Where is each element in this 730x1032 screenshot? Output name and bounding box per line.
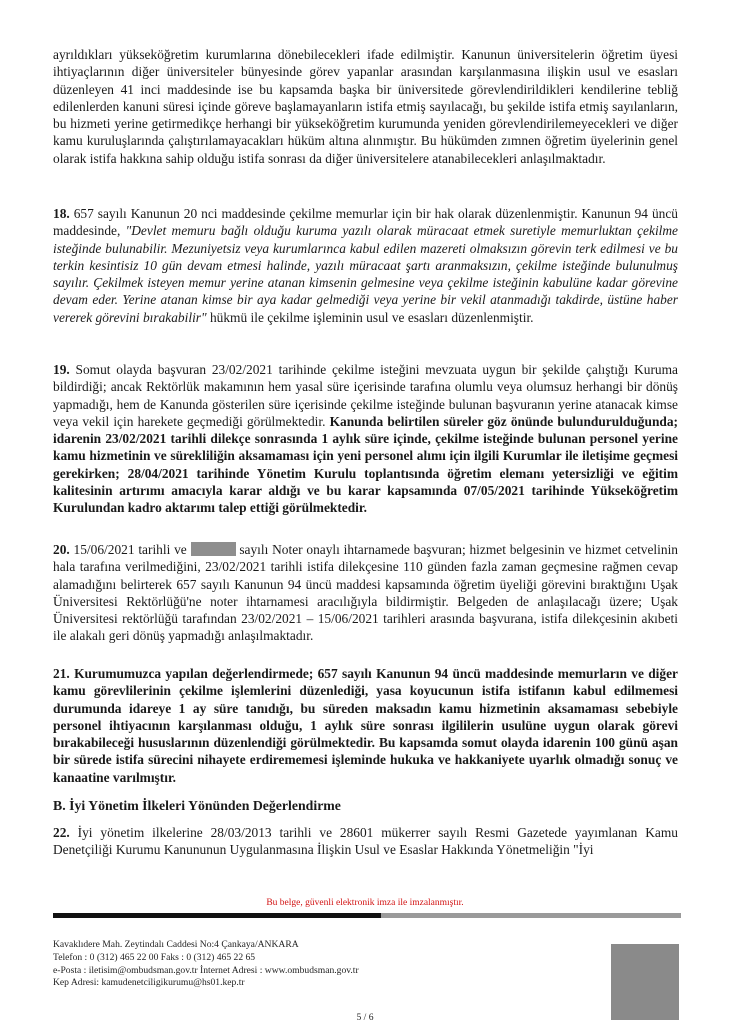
footer-phone: Telefon : 0 (312) 465 22 00 Faks : 0 (312) 465 22 65 bbox=[53, 951, 256, 963]
e-signature-note: Bu belge, güvenli elektronik imza ile imzalanmıştır. bbox=[266, 898, 464, 908]
paragraph-number: 18. bbox=[53, 206, 70, 221]
paragraph-21 bbox=[53, 665, 678, 786]
paragraph-20: 20. 15/06/2021 tarihli ve sayılı Noter onaylı ihtarnamede başvuran; hizmet belgesinin ve hizmet cetvelinin hala tarafına verilmediğini, 23/02/2021 tarihli istifa dilekçesine 110 günden fazla zaman geçmesine rağmen cevap alamadığını belirterek 657 sayılı Kanunun 94 üncü maddesi kapsamında öğretim üyeliği görevini bıraktığını Uşak Üniversitesi Rektörlüğü'ne noter ihtarnamesi aracılığıyla bildirmiştir. Belgeden de anlaşılacağı üzere; Uşak Üniversitesi rektörlüğü tarafından 23/02/2021 – 15/06/2021 tarihleri arasında başvurana, istifa dilekçesinin akıbeti ile alakalı geri dönüş yapmadığı anlaşılmaktadır. bbox=[53, 542, 678, 644]
signature-bar-dark bbox=[53, 913, 381, 918]
footer-email: e-Posta : iletisim@ombudsman.gov.tr İnternet Adresi : www.ombudsman.gov.tr bbox=[53, 964, 359, 976]
law-quote: "Devlet memuru bağlı olduğu kuruma yazılı olarak müracaat etmek suretiyle memurluktan çekilme isteğinde bulunabilir. Mezuniyetsiz veya kurumlarınca kabul edilen mazereti olmaksızın görevin terk edilmesi ve bu terkin kesintisiz 10 gün devam etmesi halinde, yazılı müracaat şartı aranmaksızın, çekilme isteğinde bulunulmuş sayılır. Çekilmek isteyen memur yerine atanan kimsenin gelmesine veya çekilme isteğinin kabulüne kadar görevine devam eder. Yerine atanan kimse bir aya kadar gelmediği veya yerine bir vekil atanmadığı takdirde, üstüne haber vererek görevini bırakabilir" bbox=[53, 223, 678, 325]
paragraph-number: 21. bbox=[53, 666, 70, 681]
redaction-box bbox=[191, 542, 236, 556]
paragraph-number: 22. bbox=[53, 825, 70, 840]
paragraph-number: 19. bbox=[53, 362, 70, 377]
footer-contact bbox=[53, 939, 573, 990]
bold-conclusion: Kurumumuzca yapılan değerlendirmede; 657 sayılı Kanunun 94 üncü maddesinde memurların ve diğer kamu görevlilerinin çekilme işlemlerini düzenlediği, yasa koyucunun istifa istifanın kabul edilmemesi durumunda idareye 1 ay süre tanıdığı, bu süreden maksadın kamu hizmetinin aksamaması sebebiyle personel ihtiyacının karşılanması olduğu, 1 aylık süre sonrası ilgililerin usulüne uygun olarak görevi bırakabileceği hususlarının düzenlendiği görülmektedir. Bu kapsamda somut olayda idarenin 100 günü aşan bir sürede istifa sürecini nihayete erdirememesi işleminde hukuka ve hakkaniyete uyarlık olmadığı sonuç ve kanaatine varılmıştır. bbox=[53, 666, 678, 785]
section-heading: B. İyi Yönetim İlkeleri Yönünden Değerlendirme bbox=[53, 798, 341, 813]
paragraph-continuation: ayrıldıkları yükseköğretim kurumlarına dönebilecekleri ifade edilmiştir. Kanunun üniversitelerin öğretim üyesi ihtiyaçlarının diğer üniversiteler bünyesinde görev yapanlar arasından karşılanmasına ilişkin usul ve esasları düzenleyen 41 inci maddesinde ise bu kapsamda başka bir üniversitede görevlendirildikleri kendilerine tebliğ edilenlerden kanuni süresi içinde göreve başlamayanların istifa etmiş sayılacağı, bu şekilde istifa etmiş sayılanların, bu hizmeti yerine getirmedikçe herhangi bir yükseköğretim kurumunda yeniden görevlendirilemeyecekleri ve diğer kamu kuruluşlarında çalıştırılamayacakları hüküm altına alınmıştır. Bu hükümden zımnen öğretim üyelerinin genel olarak istifa hakkına sahip olduğu istifa sonrası da diğer üniversitelere atanabilecekleri anlaşılmaktadır. bbox=[53, 47, 678, 166]
paragraph-19: 19. Somut olayda başvuran 23/02/2021 tarihinde çekilme isteğini mevzuata uygun bir şekilde çalıştığı Kuruma bildirdiği; ancak Rektörlük makamının hem yasal süre içerisinde tarafına olumlu veya olumsuz herhangi bir dönüş yapmadığı, hem de Kanunda gösterilen süre içerisinde çekilme isteğinde bulunan başvuranın yerine atanacak kimse veya vekil için harekete geçmediği görülmektedir. Kanunda belirtilen süreler göz önünde bulundurulduğunda; idarenin 23/02/2021 tarihli dilekçe sonrasında 1 aylık süre içinde, çekilme isteğinde bulunan personel yerine kamu hizmetinin ve sürekliliğin aksamaması için yeni personel alımı için ilgili Kurumlar ile iletişime geçmesi gerekirken; 28/04/2021 tarihinde Yönetim Kurulu toplantısında öğretim elemanı yetersizliği ve eğitim kalitesinin artırımı amacıyla karar aldığı ve bu karar kapsamında 07/05/2021 tarihinde Yükseköğretim Kurulundan kadro aktarımı talep ettiği görülmektedir. bbox=[53, 362, 678, 516]
footer-kep: Kep Adresi: kamudenetciligikurumu@hs01.kep.tr bbox=[53, 977, 245, 989]
footer-address: Kavaklıdere Mah. Zeytindalı Caddesi No:4 Çankaya/ANKARA bbox=[53, 939, 299, 950]
bold-finding: Kanunda belirtilen süreler göz önünde bulundurulduğunda; idarenin 23/02/2021 tarihli dilekçe sonrasında 1 aylık süre içinde, çekilme isteğinde bulunan personel yerine kamu hizmetinin ve sürekliliğin aksamaması için yeni personel alımı için ilgili Kurumlar ile iletişime geçmesi gerekirken; 28/04/2021 tarihinde Yönetim Kurulu toplantısında öğretim elemanı yetersizliği ve eğitim kalitesinin artırımı amacıyla karar aldığı ve bu karar kapsamında 07/05/2021 tarihinde Yükseköğretim Kurulundan kadro aktarımı talep ettiği görülmektedir. bbox=[53, 413, 678, 516]
paragraph-18: 18. 657 sayılı Kanunun 20 nci maddesinde çekilme memurlar için bir hak olarak düzenlenmiştir. Kanunun 94 üncü maddesinde, "Devlet memuru bağlı olduğu kuruma yazılı olarak müracaat etmek suretiyle memurluktan çekilme isteğinde bulunabilir. Mezuniyetsiz veya kurumlarınca kabul edilen mazereti olmaksızın görevin terk edilmesi ve bu terkin kesintisiz 10 gün devam etmesi halinde, yazılı müracaat şartı aranmaksızın, çekilme isteğinde bulunulmuş sayılır. Çekilmek isteyen memur yerine atanan kimsenin gelmesine veya çekilme isteğinin kabulüne kadar görevine devam eder. Yerine atanan kimse bir aya kadar gelmediği veya yerine bir vekil atanmadığı takdirde, üstüne haber vererek görevini bırakabilir" hükmü ile çekilme işleminin usul ve esasları düzenlenmiştir. bbox=[53, 206, 678, 325]
qr-code-redacted bbox=[611, 944, 679, 1020]
paragraph-number: 20. bbox=[53, 542, 70, 557]
page-number: 5 / 6 bbox=[356, 1012, 374, 1023]
paragraph-22: 22. İyi yönetim ilkelerine 28/03/2013 tarihli ve 28601 mükerrer sayılı Resmi Gazetede yayımlanan Kamu Denetçiliği Kurumu Kanununun Uygulanmasına İlişkin Usul ve Esaslar Hakkında Yönetmeliğin "İyi bbox=[53, 825, 678, 858]
signature-bar-gray bbox=[381, 913, 681, 918]
